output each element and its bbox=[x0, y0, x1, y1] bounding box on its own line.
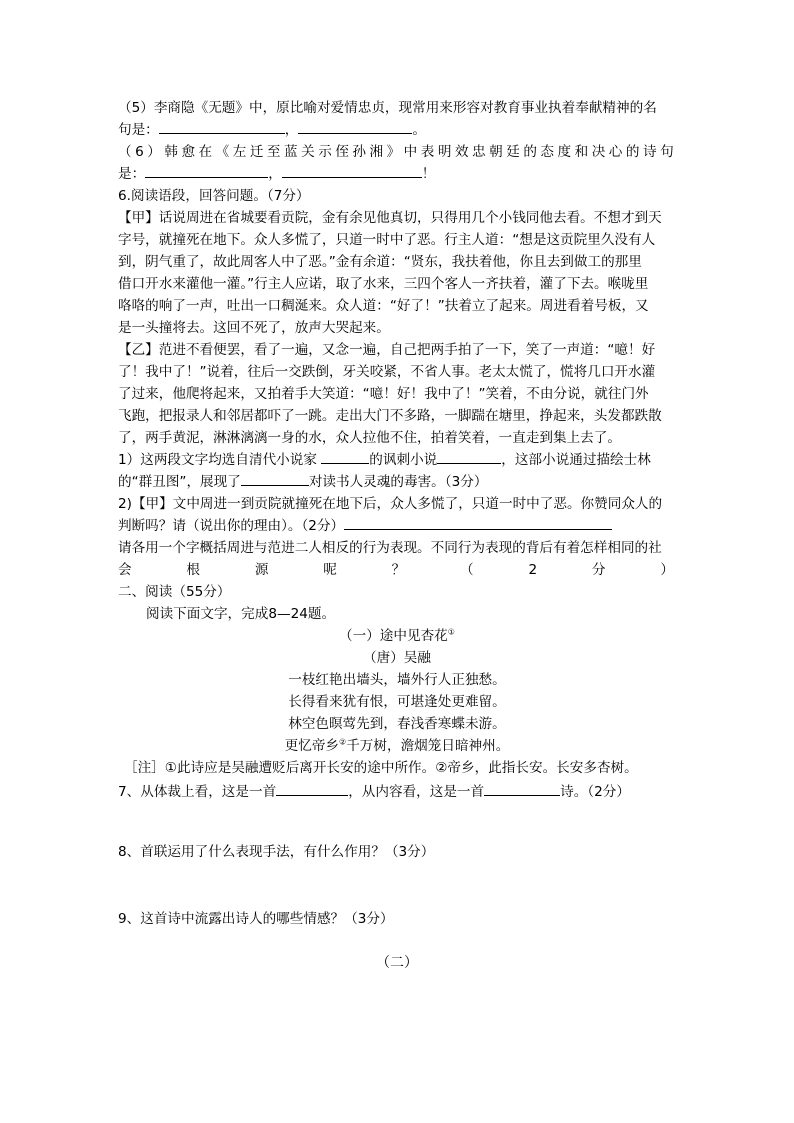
reading6-q2-line2 bbox=[118, 515, 674, 537]
q6-line1-char: 至 bbox=[266, 144, 281, 160]
q6-line1-char: 诗 bbox=[642, 144, 657, 160]
q6-line1-char: 《 bbox=[215, 144, 230, 160]
q6-line1-char: 中 bbox=[403, 144, 418, 160]
q5-prefix: 句是： bbox=[118, 122, 159, 138]
q6-line1-char: 示 bbox=[318, 144, 332, 160]
q6-line1 bbox=[118, 141, 674, 163]
q1-text-b: 的讽刺小说 bbox=[369, 452, 438, 468]
q2-answer-blank[interactable] bbox=[344, 515, 612, 530]
q5-comma: ， bbox=[284, 122, 299, 138]
q6-line1-char: 迁 bbox=[249, 144, 264, 160]
yi-line: 飞跑，把报录人和邻居都吓了一跳。走出大门不多路，一脚踹在塘里，挣起来，头发都跌散 bbox=[118, 408, 662, 424]
q6-comma: ， bbox=[268, 166, 282, 182]
poem-title-footnote-mark: ① bbox=[447, 627, 455, 637]
q7-text-c: 诗。（2分） bbox=[560, 784, 630, 800]
q6-line1-char: 湘 bbox=[369, 144, 384, 160]
poem-line-last bbox=[0, 735, 794, 757]
q5-blank-2[interactable] bbox=[298, 119, 412, 134]
q6-line1-char: 态 bbox=[540, 144, 554, 160]
q3-line2-char: ？ bbox=[391, 562, 406, 578]
q3-line2-char: 根 bbox=[186, 562, 200, 578]
q6-line1-char: 的 bbox=[625, 144, 640, 160]
q6-line1-char: 明 bbox=[437, 144, 452, 160]
q5-line1: （5）李商隐《无题》中，原比喻对爱情忠贞，现常用来形容对教育事业执着奉献精神的名 bbox=[118, 100, 657, 116]
yi-line: 【乙】范进不看便罢，看了一遍，又念一遍，自己把两手拍了一下，笑了一声道：“噫！好 bbox=[118, 342, 656, 358]
jia-line: 咯咯的响了一声，吐出一口稠涎来。众人道：“好了！”扶着立了起来。周进看着号板，又 bbox=[118, 298, 649, 314]
q6-prefix: 是： bbox=[118, 166, 146, 182]
q1-text-c: ，这部小说通过描绘士林 bbox=[501, 452, 651, 468]
q6-line1-char: 句 bbox=[660, 144, 674, 160]
poem-last-a: 更忆帝乡 bbox=[284, 738, 340, 754]
q1-text-e: 对读书人灵魂的毒害。（3分） bbox=[308, 474, 488, 490]
q7-blank-type[interactable] bbox=[484, 781, 560, 796]
q1-blank-author[interactable] bbox=[321, 449, 369, 464]
poem-author: （唐）吴融 bbox=[363, 650, 431, 666]
q6-line1-char: 廷 bbox=[506, 144, 520, 160]
q6-line1-char: ） bbox=[147, 144, 161, 160]
poem-line: 长得看来犹有恨，可堪逢处更难留。 bbox=[288, 694, 506, 710]
q6-line1-char: （ bbox=[118, 144, 132, 160]
q6-line1-char: 在 bbox=[198, 144, 213, 160]
q3-line2-char: ） bbox=[660, 562, 674, 578]
poem-line: 林空色暝莺先到，春浅香寒蝶未游。 bbox=[288, 716, 506, 732]
q6-line1-char: 表 bbox=[420, 144, 435, 160]
q6-line1-char: 韩 bbox=[164, 144, 178, 160]
reading6-q2-line1: 2)【甲】文中周进一到贡院就撞死在地下后，众人多慌了，只道一时中了恶。你赞同众人的 bbox=[118, 496, 663, 512]
q6-line1-char: 决 bbox=[591, 144, 606, 160]
reading6-q1-line2 bbox=[118, 471, 674, 493]
q6-line1-char: 蓝 bbox=[284, 144, 298, 160]
q7-line bbox=[118, 781, 674, 803]
poem-note: ［注］①此诗应是吴融遭贬后离开长安的途中所作。②帝乡，此指长安。长安多杏树。 bbox=[124, 760, 638, 776]
q8-line: 8、首联运用了什么表现手法，有什么作用？（3分） bbox=[118, 844, 435, 860]
reading6-q3-line1: 请各用一个字概括周进与范进二人相反的行为表现。不同行为表现的背后有着怎样相同的社 bbox=[118, 540, 662, 556]
poem-title bbox=[0, 625, 794, 647]
q7-text-a: 7、从体裁上看，这是一首 bbox=[118, 784, 277, 800]
reading6-title: 6.阅读语段，回答问题。（7分） bbox=[118, 188, 310, 204]
jia-line: 【甲】话说周进在省城要看贡院，金有余见他真切，只得用几个小钱同他去看。不想才到天 bbox=[118, 210, 662, 226]
reading6-q1-line1 bbox=[118, 449, 674, 471]
q3-line2-char: 2 bbox=[528, 562, 538, 578]
q6-blank-1[interactable] bbox=[145, 163, 268, 178]
q6-line2 bbox=[118, 163, 674, 185]
q2-text: 判断吗？请（说出你的理由）。（2分） bbox=[118, 518, 345, 534]
yi-line: 了过来，他爬将起来，又拍着手大笑道：“噫！好！我中了！”笑着，不由分说，就往门外 bbox=[118, 386, 649, 402]
q6-line1-char: 的 bbox=[523, 144, 537, 160]
poem-last-b: 千万树，澹烟笼日暗神州。 bbox=[346, 738, 510, 754]
q3-line2-char: 呢 bbox=[323, 562, 337, 578]
q6-line1-char: 愈 bbox=[181, 144, 196, 160]
section2-instruction: 阅读下面文字，完成8—24题。 bbox=[146, 606, 336, 622]
q6-line1-char: 心 bbox=[608, 144, 623, 160]
poem-footnote-mark: ② bbox=[339, 737, 347, 747]
q6-line1-char: 侄 bbox=[335, 144, 349, 160]
q6-line1-char: 6 bbox=[135, 144, 144, 160]
q5-line2 bbox=[118, 119, 674, 141]
jia-line: 借口开水来灌他一灌。”行主人应诺，取了水来，三四个客人一齐扶着，灌了下去。喉咙里 bbox=[118, 276, 649, 292]
q1-text-d: 的“群丑图”，展现了 bbox=[118, 474, 241, 490]
q6-line1-char: 忠 bbox=[472, 144, 486, 160]
q6-line1-char: 左 bbox=[232, 144, 247, 160]
q7-blank-genre[interactable] bbox=[276, 781, 348, 796]
yi-line: 了！我中了！”说着，往后一交跌倒，牙关咬紧，不省人事。老太太慌了，慌将几口开水灌 bbox=[118, 364, 656, 380]
q3-line2-char: 会 bbox=[118, 562, 132, 578]
q6-line1-char: 朝 bbox=[489, 144, 503, 160]
q6-line1-char: 度 bbox=[557, 144, 572, 160]
part2-heading: （二） bbox=[376, 955, 418, 971]
q5-blank-1[interactable] bbox=[159, 119, 285, 134]
q3-line2-char: 分 bbox=[591, 562, 606, 578]
jia-line: 字号，就撞死在地下。众人多慌了，只道一时中了恶。行主人道：“想是这贡院里久没有人 bbox=[118, 232, 656, 248]
q7-text-b: ，从内容看，这是一首 bbox=[348, 784, 485, 800]
q5-period: 。 bbox=[412, 122, 426, 138]
q9-line: 9、这首诗中流露出诗人的哪些情感？（3分） bbox=[118, 911, 394, 927]
q3-line2-char: 源 bbox=[254, 562, 269, 578]
poem-line: 一枝红艳出墙头，墙外行人正独愁。 bbox=[288, 672, 506, 688]
reading6-q3-line2 bbox=[118, 559, 674, 581]
q6-line1-char: 关 bbox=[301, 144, 315, 160]
q6-line1-char: 效 bbox=[454, 144, 469, 160]
jia-line: 是一头撞将去。这回不死了，放声大哭起来。 bbox=[118, 320, 390, 336]
q3-line2-char: （ bbox=[460, 562, 474, 578]
q6-line1-char: 》 bbox=[386, 144, 401, 160]
q6-exclaim: ！ bbox=[421, 166, 436, 182]
q1-blank-novel[interactable] bbox=[437, 449, 501, 464]
poem-title-text: （一）途中见杏花 bbox=[339, 628, 448, 644]
q6-line1-char: 孙 bbox=[352, 144, 366, 160]
jia-line: 到，阴气重了，故此周客人中了恶。”金有余道：“贤东，我扶着他，你且去到做工的那里 bbox=[118, 254, 642, 270]
q6-blank-2[interactable] bbox=[282, 163, 422, 178]
q6-line1-char: 和 bbox=[574, 144, 589, 160]
q1-text-a: 1）这两段文字均选自清代小说家 bbox=[118, 452, 317, 468]
q1-blank-theme[interactable] bbox=[241, 471, 309, 486]
yi-line: 了，两手黄泥，淋淋漓漓一身的水，众人拉他不住，拍着笑着，一直走到集上去了。 bbox=[118, 430, 621, 446]
section2-heading: 二、阅读（55分） bbox=[118, 584, 231, 600]
